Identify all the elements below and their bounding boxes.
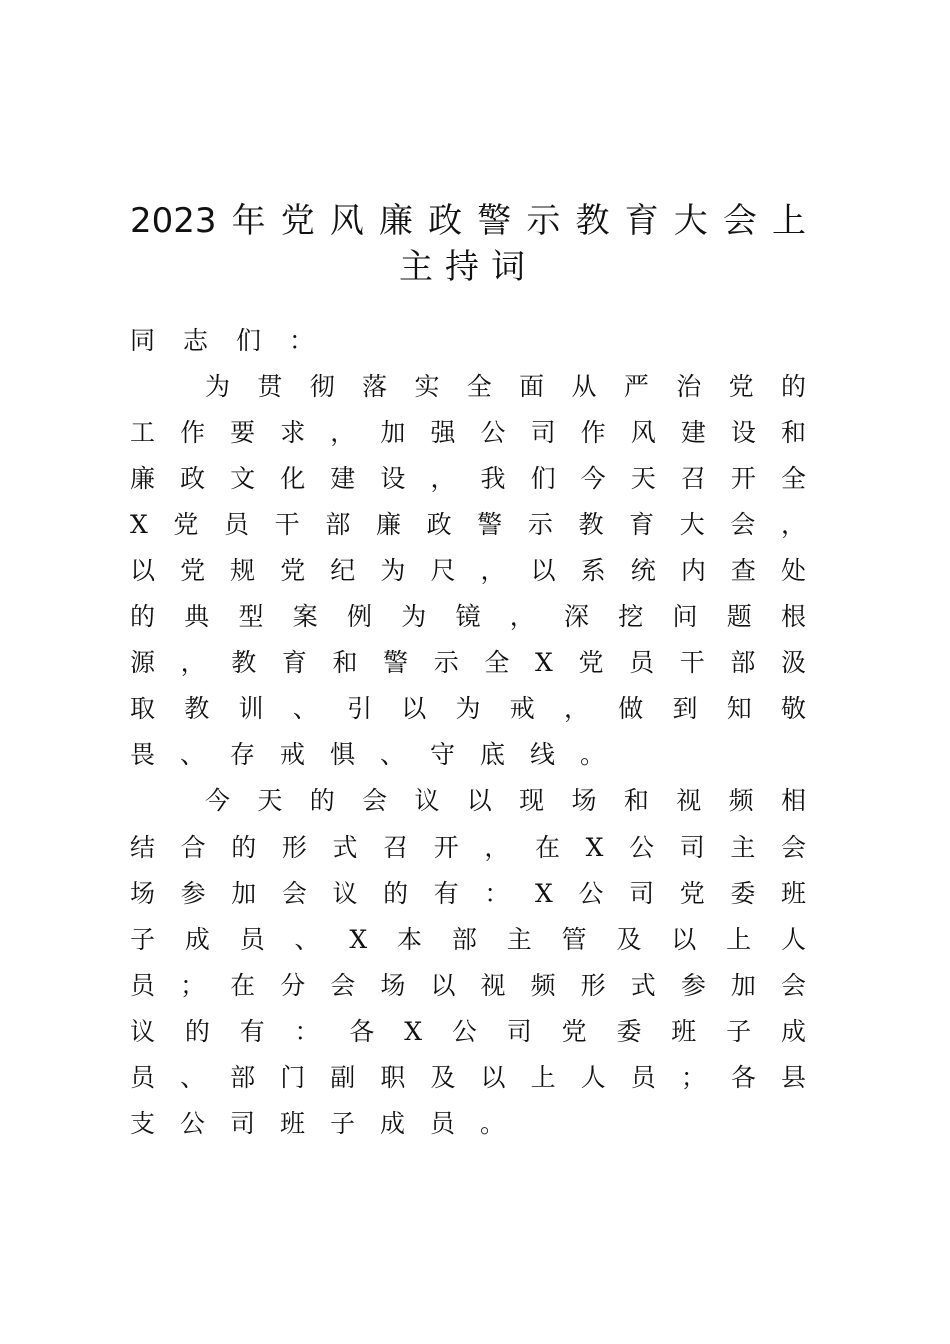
paragraph-2-line: 子成员、X本部主管及以上人 <box>130 925 806 954</box>
document-title-line-1: 2023年党风廉政警示教育大会上 <box>130 201 806 241</box>
paragraph-1-line: 以党规党纪为尺，以系统内查处 <box>130 556 806 585</box>
paragraph-1-line: 工作要求，加强公司作风建设和 <box>130 418 806 447</box>
paragraph-2-line: 员、部门副职及以上人员；各县 <box>130 1063 806 1092</box>
paragraph-2-line: 员；在分会场以视频形式参加会 <box>130 971 806 1000</box>
paragraph-1-line: 为贯彻落实全面从严治党的 <box>205 372 806 401</box>
paragraph-2-line: 支公司班子成员。 <box>130 1109 531 1138</box>
salutation: 同志们： <box>130 326 343 355</box>
paragraph-2-line: 结合的形式召开，在X公司主会 <box>130 833 806 862</box>
paragraph-2-line: 议的有：各X公司党委班子成 <box>130 1017 806 1046</box>
paragraph-1-line: 源，教育和警示全X党员干部汲 <box>130 648 806 677</box>
paragraph-1-line: 的典型案例为镜，深挖问题根 <box>130 602 806 631</box>
paragraph-1-line: 畏、存戒惧、守底线。 <box>130 740 631 769</box>
paragraph-1-line: X党员干部廉政警示教育大会， <box>130 510 806 539</box>
document-title-line-2: 主持词 <box>399 247 537 287</box>
paragraph-2-line: 今天的会议以现场和视频相 <box>205 786 806 815</box>
paragraph-1-line: 取教训、引以为戒，做到知敬 <box>130 694 806 723</box>
paragraph-2-line: 场参加会议的有：X公司党委班 <box>130 879 806 908</box>
paragraph-1-line: 廉政文化建设，我们今天召开全 <box>130 464 806 493</box>
